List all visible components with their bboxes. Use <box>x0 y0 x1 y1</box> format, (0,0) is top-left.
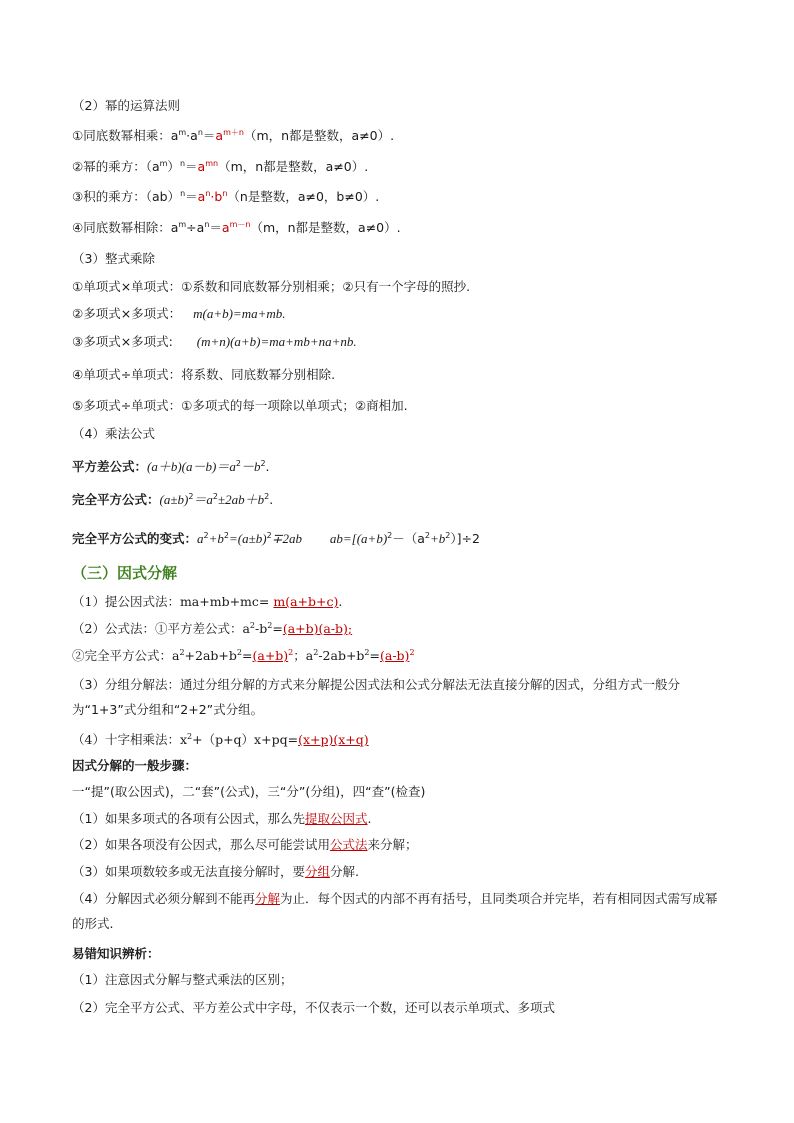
step-4: （4）分解因式必须分解到不能再分解为止．每个因式的内部不再有括号，且同类项合并完毕，若有相同因式需写成幂的形式. <box>72 891 718 931</box>
formula-method-difference: （2）公式法：①平方差公式：$a^2-b^2=(a+b)(a-b)$; <box>72 621 353 636</box>
formula-method-perfect-square: ②完全平方公式：$a^2+2ab+b^2=(a+b)^2$；$a^2-2ab+b^2=(a-b)^2$ <box>72 648 415 663</box>
rule-same-base-multiply: ①同底数幂相乘：$a^m\cdot a^n=a^{m+n}(m$，n都是整数，a≠0）. <box>72 128 395 143</box>
section-multiplication-formulas: （4）乘法公式 <box>72 426 155 441</box>
common-mistakes-title: 易错知识辨析： <box>72 946 160 961</box>
perfect-square-variant-formula: 完全平方公式的变式：$a^2+b^2=(a\pm b)^2\mp 2ab$ $ab=[(a+b)^2-(a^2+b^2)]\div 2$ <box>72 531 480 546</box>
factorization-steps-title: 因式分解的一般步骤： <box>72 758 198 773</box>
cross-multiplication-method: （4）十字相乘法：$x^2+(p+q)x+pq=(x+p)(x+q)$ <box>72 732 369 747</box>
rule-mono-times-poly: ②多项式×多项式： m(a+b)=ma+mb. <box>72 306 286 321</box>
factorization-steps-summary: 一“提”(取公因式)，二“套”(公式)，三“分”(分组)，四“查”(检查) <box>72 784 426 799</box>
rule-poly-times-poly: ③多项式×多项式: (m+n)(a+b)=ma+mb+na+nb. <box>72 334 357 349</box>
step-2: （2）如果各项没有公因式，那么尽可能尝试用公式法来分解； <box>72 837 418 852</box>
rule-power-of-power: ②幂的乘方：$(a^m)^n=a^{mn}(m$，n都是整数，a≠0）. <box>72 159 369 174</box>
perfect-square-formula: 完全平方公式：$(a\pm b)^2=a^2\pm 2ab+b^2$. <box>72 492 274 507</box>
step-1: （1）如果多项式的各项有公因式，那么先提取公因式. <box>72 811 372 826</box>
section-polynomial: （3）整式乘除 <box>72 251 155 266</box>
rule-power-of-product: ③积的乘方：$(ab)^n=a^n\cdot b^n(n$是整数，a≠0，b≠0）. <box>72 189 380 204</box>
common-factor-method: （1）提公因式法：ma+mb+mc= m(a+b+c). <box>72 594 343 609</box>
rule-same-base-divide: ④同底数幂相除：$a^m\div a^n=a^{m-n}(m$，n都是整数，a≠0）. <box>72 220 401 235</box>
rule-poly-div-mono: ⑤多项式÷单项式：①多项式的每一项除以单项式；②商相加. <box>72 398 408 413</box>
common-mistake-2: （2）完全平方公式、平方差公式中字母，不仅表示一个数，还可以表示单项式、多项式 <box>72 1000 555 1015</box>
rule-mono-div-mono: ④单项式÷单项式：将系数、同底数幂分别相除. <box>72 367 336 382</box>
difference-of-squares-formula: 平方差公式：$(a+b)(a-b)=a^2-b^2$. <box>72 459 270 474</box>
rule-mono-times-mono: ①单项式×单项式：①系数和同底数幂分别相乘；②只有一个字母的照抄. <box>72 279 471 294</box>
common-mistake-1: （1）注意因式分解与整式乘法的区别； <box>72 972 293 987</box>
grouping-method: （3）分组分解法：通过分组分解的方式来分解提公因式法和公式分解法无法直接分解的因式，分组方式一般分为“1+3”式分组和“2+2”式分组。 <box>72 677 680 717</box>
step-3: （3）如果项数较多或无法直接分解时，要分组分解. <box>72 864 359 879</box>
section-power-rules: （2）幂的运算法则 <box>72 98 180 113</box>
heading-factorization: （三）因式分解 <box>72 564 178 582</box>
